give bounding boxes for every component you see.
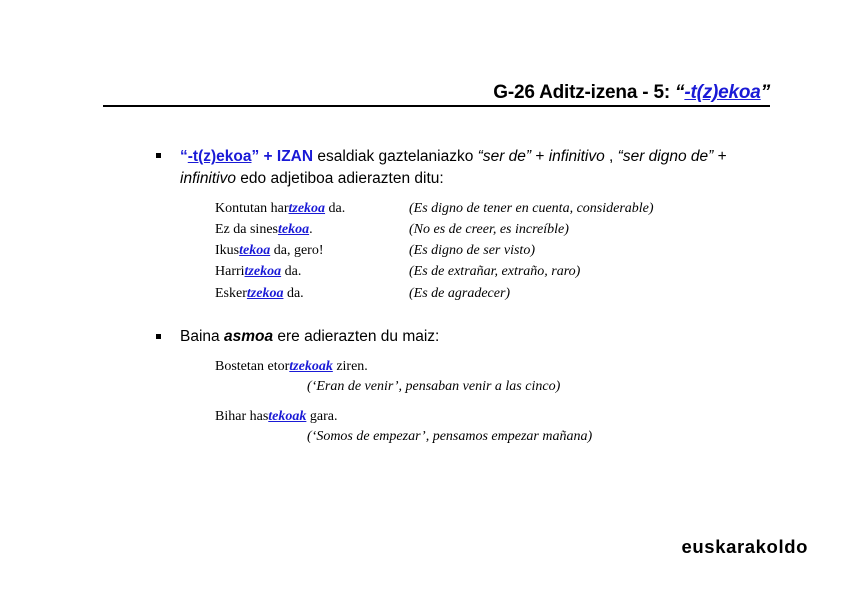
example-suffix: tzekoa	[244, 264, 282, 279]
example-sentence	[215, 243, 324, 259]
text-segment: edo adjetiboa adierazten ditu:	[236, 170, 444, 187]
example-sentence	[215, 222, 313, 238]
example-suffix: tzekoa	[246, 286, 284, 301]
example-translation: (‘Eran de venir’, pensaban venir a las cinco)	[307, 379, 561, 394]
example-translation: (No es de creer, es increíble)	[409, 222, 569, 237]
quote-close: ”	[251, 148, 260, 165]
example-sentence	[215, 286, 304, 302]
example-ending: da.	[283, 286, 304, 301]
quote-open: “	[180, 148, 188, 165]
example-ending: da.	[325, 201, 346, 216]
example-suffix: tekoak	[268, 409, 307, 424]
text-segment: esaldiak gaztelaniazko	[313, 148, 478, 165]
infinitivo-word: infinitivo	[180, 170, 236, 187]
brand-logo: euskarakoldo	[681, 536, 808, 557]
example-suffix: tzekoa	[288, 201, 326, 216]
example-ending: gara.	[306, 409, 338, 424]
text-segment: ,	[604, 148, 618, 165]
bullet-paragraph-2	[180, 328, 439, 346]
plus-sign: +	[531, 148, 549, 165]
example-suffix: tekoa	[277, 222, 310, 237]
plus-sign: +	[259, 148, 277, 165]
example-sentence	[215, 201, 345, 217]
example-sentence	[215, 359, 368, 375]
example-suffix: tzekoak	[289, 359, 333, 374]
example-translation: (Es de extrañar, extraño, raro)	[409, 264, 581, 279]
example-translation: (‘Somos de empezar’, pensamos empezar mañana)	[307, 429, 593, 444]
title-suffix-highlight: -t(z)ekoa	[684, 82, 761, 103]
example-translation: (Es de agradecer)	[409, 286, 511, 301]
title-quote-open: “	[675, 82, 685, 103]
text-segment: Baina	[180, 328, 224, 345]
example-stem: Esker	[215, 286, 247, 301]
example-stem: Ikus	[215, 243, 240, 258]
example-sentence	[215, 409, 337, 425]
page-title	[493, 82, 770, 104]
suffix-highlight: -t(z)ekoa	[187, 148, 252, 165]
example-stem: Kontutan har	[215, 201, 289, 216]
example-ending: da.	[281, 264, 302, 279]
plus-sign: +	[713, 148, 727, 165]
title-prefix: G-26 Aditz-izena - 5:	[493, 82, 676, 103]
example-ending: ziren.	[332, 359, 368, 374]
asmoa-word: asmoa	[223, 328, 274, 345]
bullet-marker-1	[156, 153, 161, 158]
title-quote-close: ”	[760, 82, 770, 103]
title-underline	[103, 105, 770, 107]
example-sentence	[215, 264, 301, 280]
ser-digno-phrase: “ser digno de”	[617, 148, 714, 165]
example-stem: Harri	[215, 264, 245, 279]
example-suffix: tekoa	[239, 243, 271, 258]
example-ending: da, gero!	[270, 243, 324, 258]
infinitivo-word: infinitivo	[548, 148, 605, 165]
example-translation: (Es digno de ser visto)	[409, 243, 535, 258]
example-ending: .	[309, 222, 313, 237]
bullet-marker-2	[156, 334, 161, 339]
bullet-paragraph-1	[180, 146, 780, 190]
example-translation: (Es digno de tener en cuenta, considerable)	[409, 201, 654, 216]
text-segment: ere adierazten du maiz:	[273, 328, 440, 345]
example-stem: Bostetan etor	[215, 359, 290, 374]
example-stem: Bihar has	[215, 409, 269, 424]
example-stem: Ez da sines	[215, 222, 278, 237]
ser-de-phrase: “ser de”	[477, 148, 532, 165]
izan-keyword: IZAN	[276, 148, 314, 165]
